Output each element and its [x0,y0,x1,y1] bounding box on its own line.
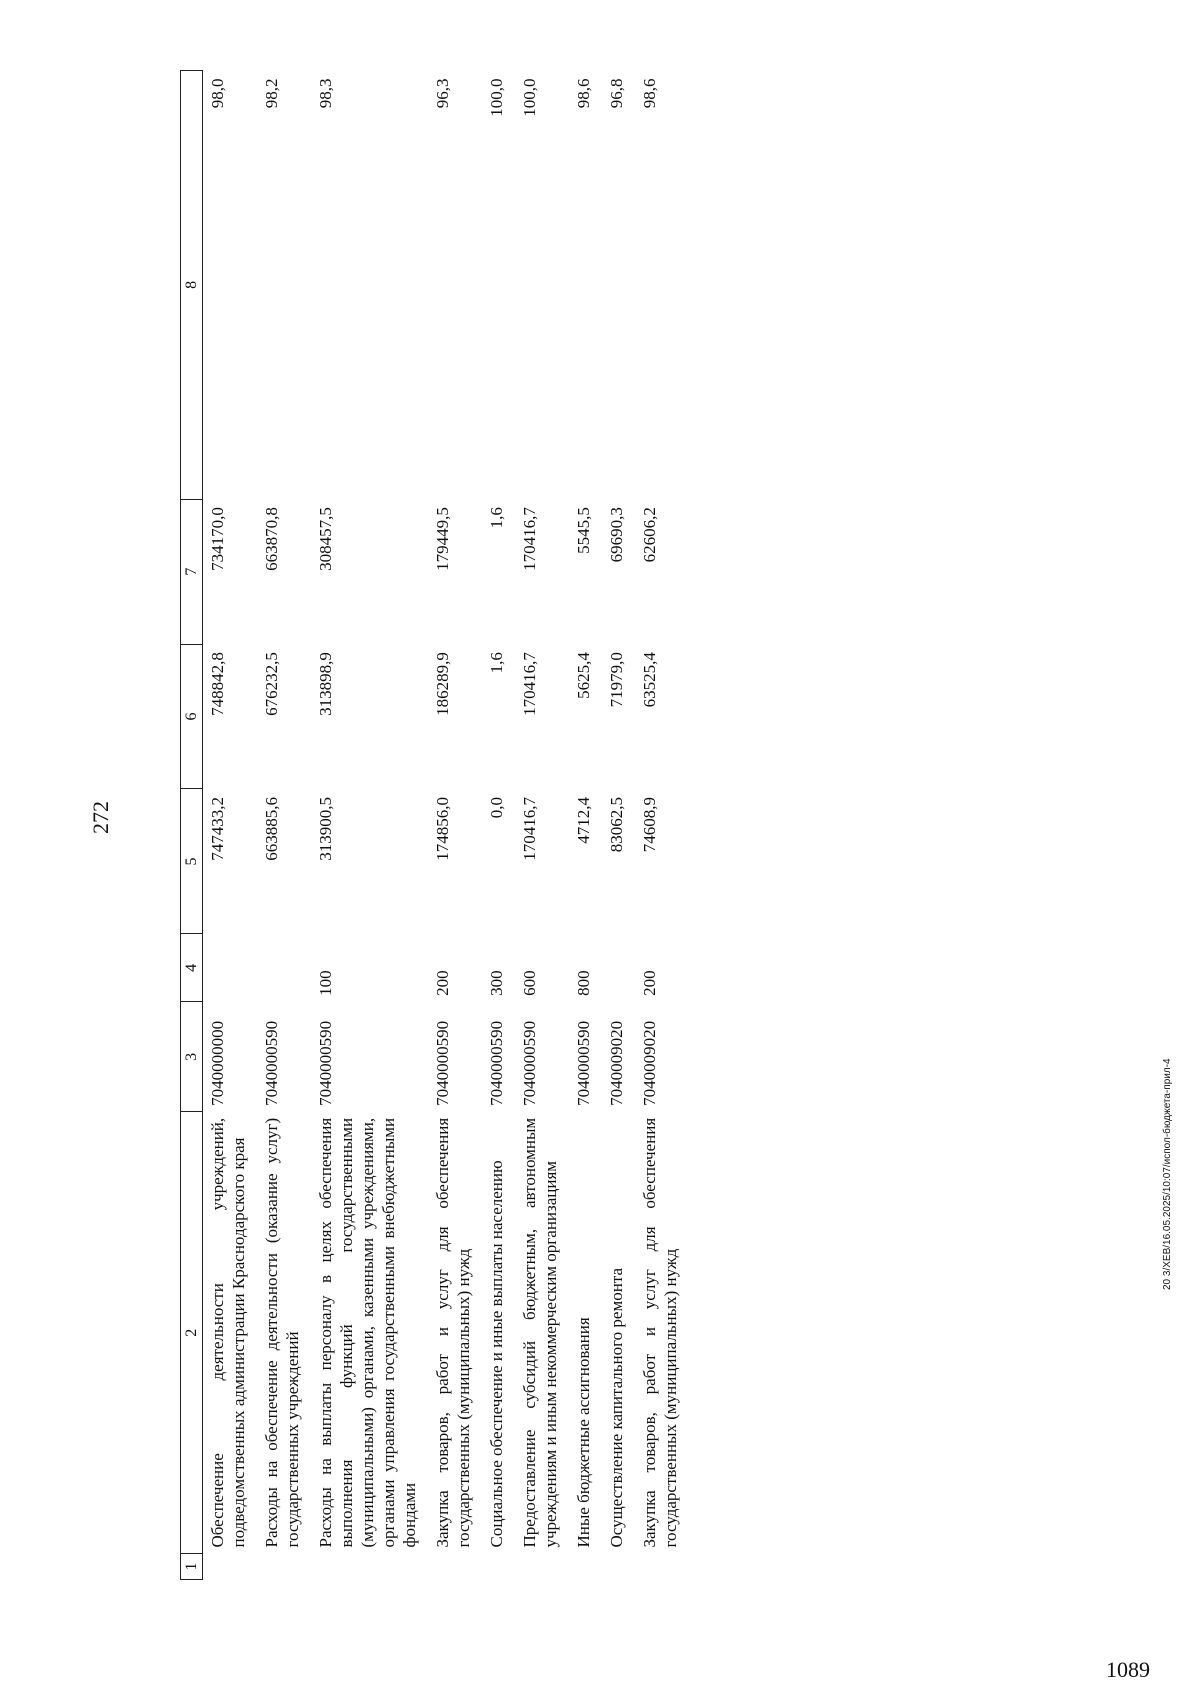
table-row [203,71,258,1580]
footer-page-number: 1089 [1106,1657,1150,1682]
row-value-6: 313898,9 [316,652,335,716]
header-col-7: 7 [181,499,203,644]
row-value-6: 748842,8 [208,652,227,716]
cell-col1 [428,1554,482,1580]
table-row [482,71,515,1580]
cell-col1 [257,1554,311,1580]
row-value-5: 83062,5 [607,796,626,853]
table-row [428,71,482,1580]
row-value-6: 170416,7 [520,652,539,716]
row-percent: 96,8 [607,78,626,109]
cell-col1 [515,1554,569,1580]
header-col-2: 2 [181,1112,203,1554]
row-description: Закупка товаров, работ и услуг для обеспечения государственных (муниципальных) нужд [640,1117,680,1548]
row-value-5: 663885,6 [262,796,281,861]
row-value-7: 1,6 [487,507,506,529]
row-target-code: 7040009020 [640,1020,659,1106]
row-percent: 98,3 [316,78,335,109]
row-value-6: 63525,4 [640,652,659,708]
row-expense-type [257,934,311,1002]
row-target-code: 7040000590 [487,1020,506,1106]
row-description: Закупка товаров, работ и услуг для обеспечения государственных (муниципальных) нужд [433,1117,473,1548]
table-row [602,71,635,1580]
header-row [181,71,203,1580]
row-value-6: 5625,4 [574,652,593,699]
row-value-7: 734170,0 [208,507,227,571]
row-target-code: 7040009020 [607,1020,626,1106]
table-row [635,71,689,1580]
row-percent: 98,0 [208,78,227,109]
row-expense-type [602,934,635,1002]
header-col-3: 3 [181,1002,203,1112]
page-number: 272 [88,801,113,834]
cell-col1 [311,1554,428,1580]
document-stamp: 20 3/XEB/16.05.2025/10:07/испол-бюджета-прил-4 [1162,1058,1173,1290]
row-value-6: 1,6 [487,652,506,674]
row-value-5: 747433,2 [208,796,227,861]
row-expense-type: 200 [433,970,452,996]
row-target-code: 7040000590 [574,1020,593,1106]
row-value-5: 170416,7 [520,796,539,861]
row-value-5: 174856,0 [433,796,452,861]
row-description: Осуществление капитального ремонта [607,1267,626,1548]
row-description: Социальное обеспечение и иные выплаты населению [487,1160,506,1548]
row-value-7: 170416,7 [520,507,539,571]
row-expense-type: 300 [487,970,506,996]
row-value-5: 74608,9 [640,796,659,853]
row-expense-type: 200 [640,970,659,996]
cell-col1 [602,1554,635,1580]
row-percent: 100,0 [487,78,506,117]
table-row [257,71,311,1580]
table-row [311,71,428,1580]
row-expense-type: 800 [574,970,593,996]
row-value-7: 179449,5 [433,507,452,571]
row-value-5: 4712,4 [574,796,593,844]
row-value-6: 186289,9 [433,652,452,716]
header-col-6: 6 [181,644,203,789]
row-value-5: 313900,5 [316,796,335,861]
row-target-code: 7040000590 [316,1020,335,1106]
header-col-5: 5 [181,789,203,934]
cell-col1 [203,1554,258,1580]
row-description: Обеспечение деятельности учреждений, подведомственных администрации Краснодарского края [208,1117,248,1548]
table-row [569,71,602,1580]
row-target-code: 7040000590 [520,1020,539,1106]
header-col-4: 4 [181,934,203,1002]
row-description: Иные бюджетные ассигнования [574,1317,593,1548]
row-description: Расходы на выплаты персоналу в целях обеспечения выполнения функций государственными (муниципальными) органами, казенными учреждениями, органами управления государственными внебюджетными фондами [316,1117,419,1548]
row-expense-type: 100 [316,970,335,996]
table-row [515,71,569,1580]
row-value-7: 663870,8 [262,507,281,571]
row-value-7: 5545,5 [574,507,593,554]
row-description: Расходы на обеспечение деятельности (оказание услуг) государственных учреждений [262,1117,302,1548]
row-value-7: 62606,2 [640,507,659,563]
cell-col1 [482,1554,515,1580]
row-target-code: 7040000590 [433,1020,452,1106]
row-percent: 98,6 [640,78,659,109]
row-percent: 98,6 [574,78,593,109]
row-expense-type [203,934,258,1002]
row-value-7: 69690,3 [607,507,626,563]
cell-col1 [569,1554,602,1580]
row-expense-type: 600 [520,970,539,996]
budget-table-container [180,70,1060,1580]
row-percent: 98,2 [262,78,281,109]
row-percent: 100,0 [520,78,539,117]
row-value-7: 308457,5 [316,507,335,571]
header-col-8: 8 [181,71,203,500]
row-percent: 96,3 [433,78,452,109]
row-value-5: 0,0 [487,796,506,819]
row-value-6: 71979,0 [607,652,626,708]
budget-table [180,70,689,1580]
row-target-code: 7040000590 [262,1020,281,1106]
row-target-code: 7040000000 [208,1020,227,1106]
header-col-1: 1 [181,1554,203,1580]
row-value-6: 676232,5 [262,652,281,716]
cell-col1 [635,1554,689,1580]
row-description: Предоставление субсидий бюджетным, автономным учреждениям и иным некоммерческим организациям [520,1117,560,1548]
